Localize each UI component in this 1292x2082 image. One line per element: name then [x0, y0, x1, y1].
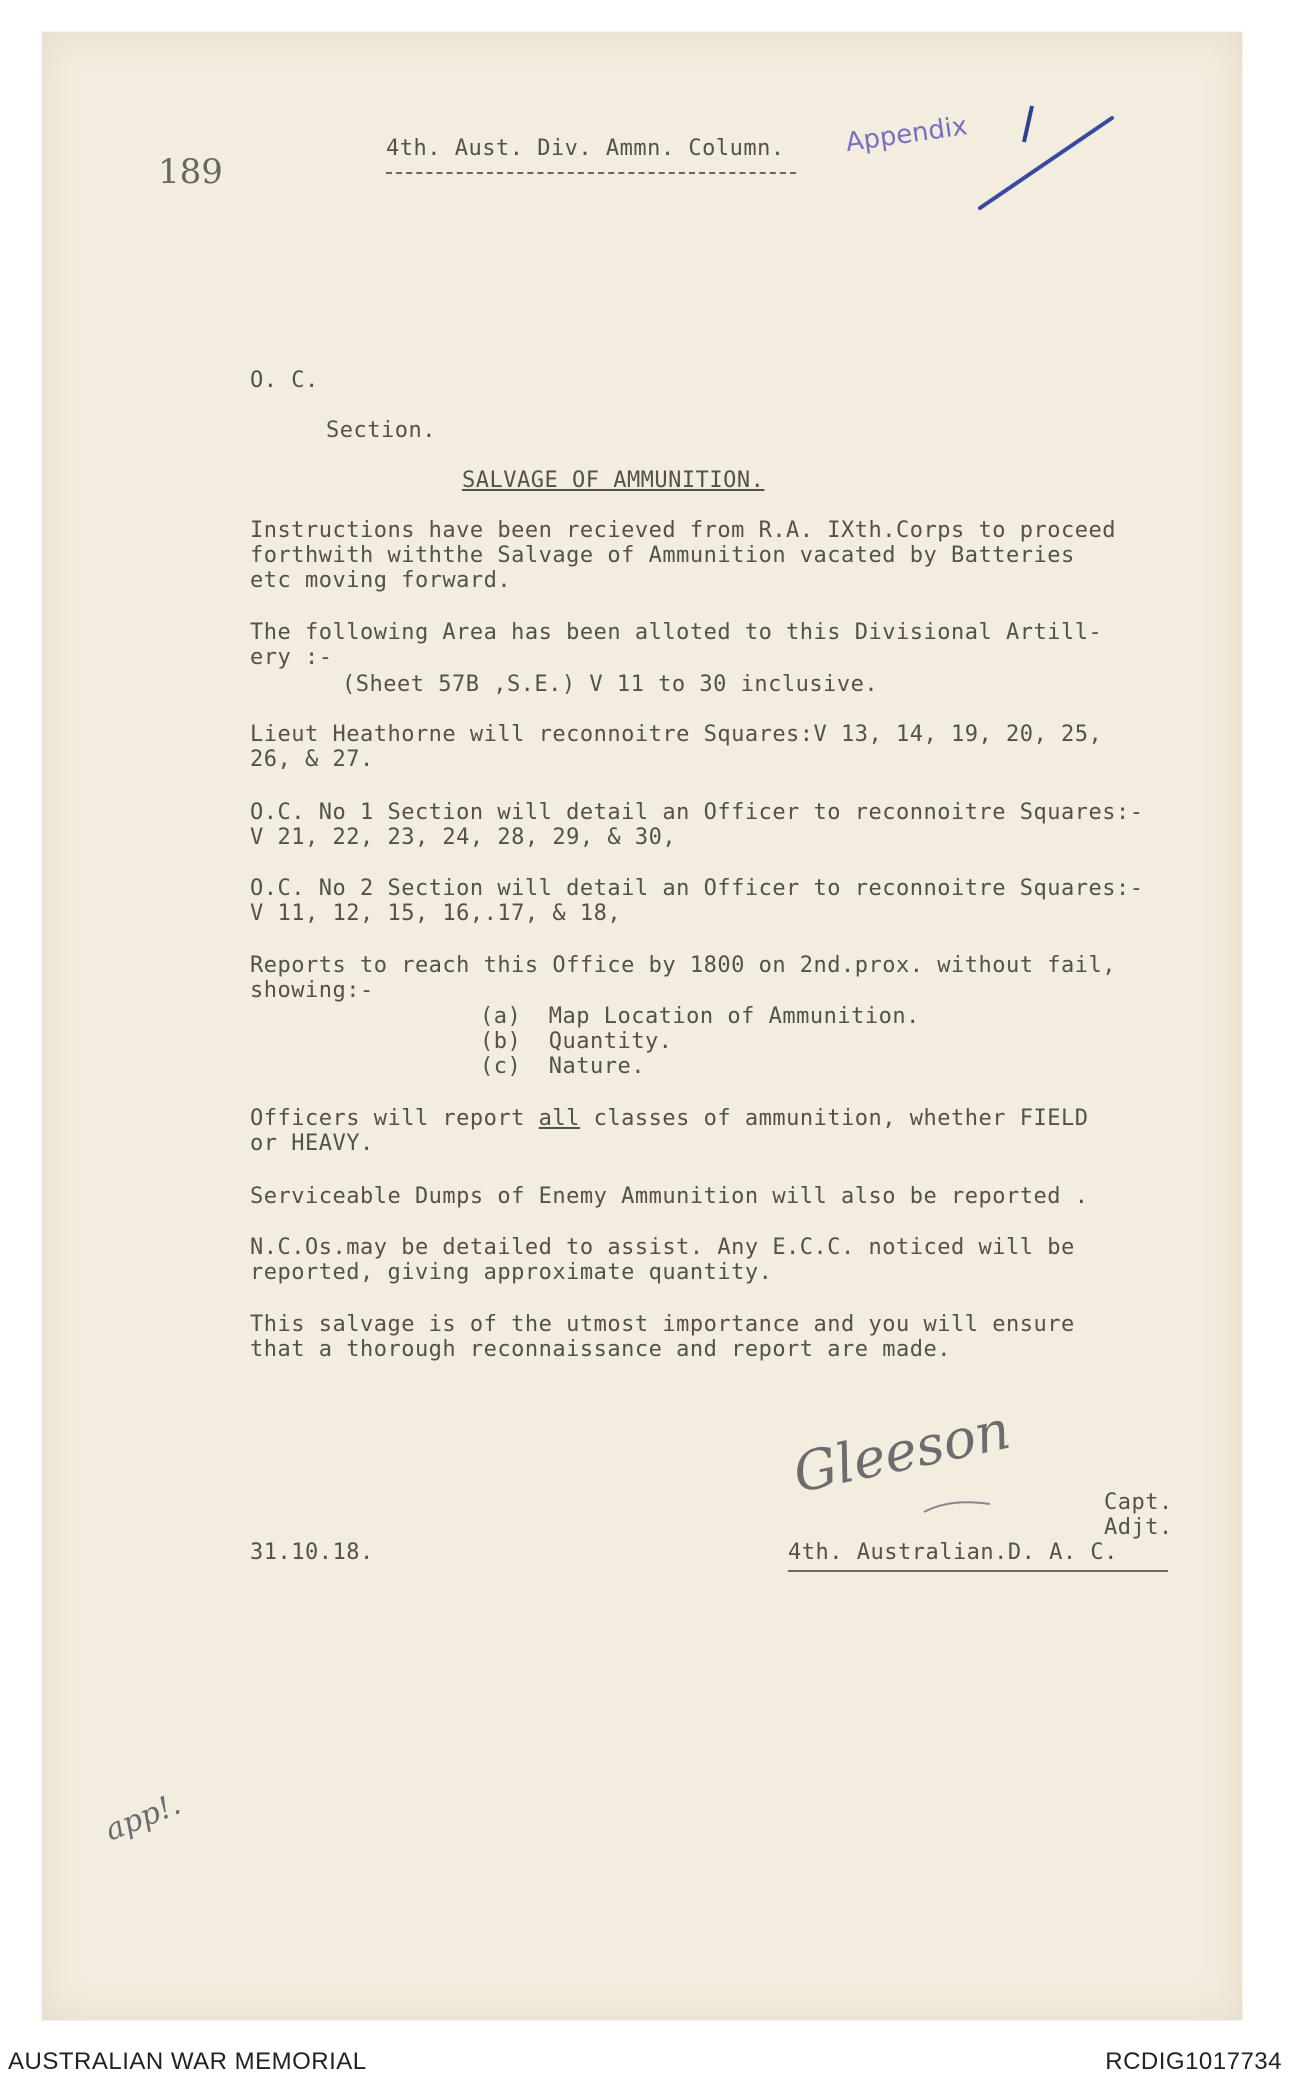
emphasis-text: all [538, 1106, 580, 1131]
paragraph-line: showing:- [250, 978, 374, 1003]
paragraph-line [250, 1106, 1088, 1132]
area-line: (Sheet 57B ,S.E.) V 11 to 30 inclusive. [342, 672, 879, 697]
signature-flourish [920, 1490, 1000, 1520]
paragraph-line: The following Area has been alloted to this Divisional Artill- [250, 620, 1103, 645]
subject-heading: SALVAGE OF AMMUNITION. [462, 468, 765, 493]
folio-number: 189 [158, 152, 223, 192]
rank-capt: Capt. [1104, 1490, 1173, 1515]
paragraph-line: This salvage is of the utmost importance and you will ensure [250, 1312, 1075, 1337]
list-item: (a) Map Location of Ammunition. [480, 1004, 920, 1029]
rank-adjt: Adjt. [1104, 1515, 1173, 1540]
appendix-stamp: Appendix [843, 111, 970, 158]
paragraph-line: Serviceable Dumps of Enemy Ammunition will also be reported . [250, 1184, 1089, 1209]
footer-institution: AUSTRALIAN WAR MEMORIAL [8, 2048, 367, 2075]
unit-heading: 4th. Aust. Div. Ammn. Column. [386, 136, 785, 161]
paragraph-line: reported, giving approximate quantity. [250, 1260, 773, 1285]
paragraph-line: Reports to reach this Office by 1800 on 2nd.prox. without fail, [250, 953, 1116, 978]
paragraph-line: N.C.Os.may be detailed to assist. Any E.C.C. noticed will be [250, 1235, 1075, 1260]
paragraph-line: Lieut Heathorne will reconnoitre Squares:V 13, 14, 19, 20, 25, [250, 722, 1103, 747]
addressee-section: Section. [326, 418, 436, 443]
paragraph-line: V 11, 12, 15, 16,.17, & 18, [250, 901, 622, 926]
paragraph-line: V 21, 22, 23, 24, 28, 29, & 30, [250, 825, 677, 850]
footer-record-id: RCDIG1017734 [1105, 2048, 1282, 2075]
list-item: (c) Nature. [480, 1054, 645, 1079]
paragraph-line: ery :- [250, 645, 333, 670]
addressee: O. C. [250, 368, 319, 393]
appendix-stamp-mark [0, 0, 1292, 260]
paragraph-line: or HEAVY. [250, 1131, 374, 1156]
paragraph-line: forthwith withthe Salvage of Ammunition vacated by Batteries [250, 543, 1075, 568]
signature: Gleeson [787, 1397, 1016, 1506]
paragraph-line: that a thorough reconnaissance and report are made. [250, 1337, 952, 1362]
text-run: Officers will report [250, 1106, 539, 1131]
paragraph-line: 26, & 27. [250, 747, 374, 772]
list-item: (b) Quantity. [480, 1029, 673, 1054]
signature-unit: 4th. Australian.D. A. C. [788, 1540, 1118, 1565]
paragraph-line: Instructions have been recieved from R.A. IXth.Corps to proceed [250, 518, 1116, 543]
paragraph-line: O.C. No 2 Section will detail an Officer to reconnoitre Squares:- [250, 876, 1144, 901]
text-run: classes of ammunition, whether FIELD [579, 1106, 1089, 1131]
document-date: 31.10.18. [250, 1540, 374, 1565]
margin-annotation: app!. [100, 1786, 186, 1849]
paragraph-line: O.C. No 1 Section will detail an Officer to reconnoitre Squares:- [250, 800, 1144, 825]
signature-underline [788, 1570, 1168, 1572]
paragraph-line: etc moving forward. [250, 568, 512, 593]
